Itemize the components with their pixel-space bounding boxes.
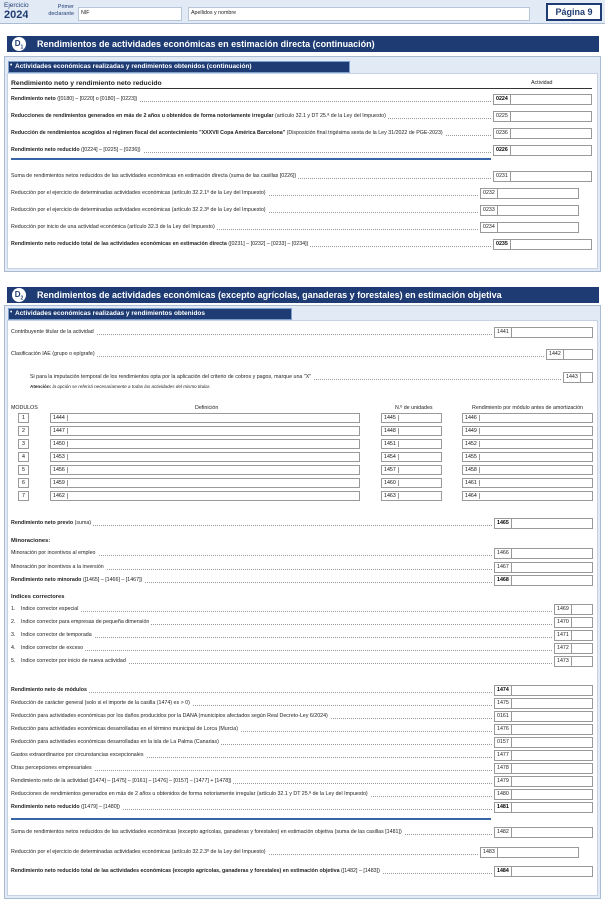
- modulo-unidades-input[interactable]: 1457: [381, 465, 442, 475]
- final-row-1482-code: 1482: [495, 828, 512, 837]
- modulos-row-1476-input[interactable]: [494, 724, 593, 735]
- indice-1472-code: 1472: [555, 644, 572, 653]
- contribuyente-input[interactable]: [494, 327, 593, 338]
- modulo-rendimiento-input[interactable]: 1446: [462, 413, 593, 423]
- indice-number: 2.: [11, 619, 16, 625]
- d1-row-0226-input[interactable]: [493, 145, 592, 156]
- indice-number: 4.: [11, 645, 16, 651]
- d2-banner: [7, 287, 599, 303]
- modulos-row-1480-label: Reducciones de rendimientos generados en más de 2 años u obtenidos de forma notoriamente irregular (artículo 32.1 y DT 25.ª de la Ley del Impuesto): [11, 791, 368, 797]
- minoracion-1468-code: 1468: [495, 576, 512, 585]
- modulos-row-1475-code: 1475: [495, 699, 512, 708]
- modulo-row-num: 7: [18, 491, 29, 501]
- imputacion-code: 1443: [564, 373, 581, 382]
- d1-row2-0232-input[interactable]: [480, 188, 579, 199]
- iae-label: Clasificación IAE (grupo o epígrafe): [11, 351, 95, 357]
- indice-1471-code: 1471: [555, 631, 572, 640]
- final-row-1483-label: Reducción por el ejercicio de determinadas actividades económicas (artículo 32.2.3º de la Ley del Impuesto): [11, 849, 266, 855]
- definicion-header: Definición: [195, 405, 219, 411]
- nif-label: NIF: [81, 10, 90, 16]
- final-row-1484-label: Rendimiento neto reducido total de las actividades económicas (excepto agrícolas, ganaderas y forestales) en estimación objetiva ([1482] – [1483]): [11, 868, 380, 874]
- d1-banner: [7, 36, 599, 52]
- d1-row2-0233-label: Reducción por el ejercicio de determinadas actividades económicas (artículo 32.2.3º de la Ley del Impuesto): [11, 207, 266, 213]
- iae-input[interactable]: [546, 349, 593, 360]
- d1-row-0225-code: 0225: [494, 112, 511, 121]
- modulo-rendimiento-input[interactable]: 1458: [462, 465, 593, 475]
- modulos-row-1478-label: Otras percepciones empresariales: [11, 765, 92, 771]
- modulo-definicion-input[interactable]: 1456: [50, 465, 360, 475]
- modulo-definicion-input[interactable]: 1459: [50, 478, 360, 488]
- d1-row-0224-input[interactable]: [493, 94, 592, 105]
- modulos-row-1478-code: 1478: [495, 764, 512, 773]
- nif-field[interactable]: [78, 7, 182, 21]
- minoracion-1466-input[interactable]: [494, 548, 593, 559]
- modulo-unidades-input[interactable]: 1460: [381, 478, 442, 488]
- modulo-definicion-input[interactable]: 1447: [50, 426, 360, 436]
- modulo-unidades-input[interactable]: 1448: [381, 426, 442, 436]
- minoracion-1467-input[interactable]: [494, 562, 593, 573]
- page-number-badge: Página 9: [546, 3, 602, 21]
- indice-1472-input[interactable]: [554, 643, 593, 654]
- indice-1473-code: 1473: [555, 657, 572, 666]
- previo-code: 1465: [495, 519, 512, 528]
- modulos-row-1474-label: Rendimiento neto de módulos: [11, 687, 87, 693]
- modulo-row-num: 4: [18, 452, 29, 462]
- d1-row-0236-label: Reducción de rendimientos acogidos al régimen fiscal del acontecimiento "XXXVII Copa América Barcelona" (Disposición final trigésima sexta de la Ley 31/2022 de PGE-2023): [11, 130, 443, 136]
- indice-number: 1.: [11, 606, 16, 612]
- indice-1471-label: Índice corrector de temporada: [21, 632, 92, 638]
- final-row-1484-code: 1484: [495, 867, 512, 876]
- d1-row2-0234-code: 0234: [481, 223, 498, 232]
- d1-row2-0232-label: Reducción por el ejercicio de determinadas actividades económicas (artículo 32.2.1º de la Ley del Impuesto): [11, 190, 266, 196]
- final-row-1482-label: Suma de rendimientos netos reducidos de las actividades económicas (excepto agrícolas, ganaderas y forestales) en estimación objetiva (suma de las casillas [1481]): [11, 829, 402, 835]
- final-row-1482-input[interactable]: [494, 827, 593, 838]
- previo-label: Rendimiento neto previo (suma): [11, 520, 92, 526]
- modulos-row-0161-label: Reducción para actividades económicas por los daños producidos por la DANA (municipios afectados según Real Decreto-Ley 6/2024): [11, 713, 328, 719]
- modulos-row-1474-code: 1474: [495, 686, 512, 695]
- modulos-row-0157-label: Reducción para actividades económicas desarrolladas en la isla de La Palma (Canarias): [11, 739, 219, 745]
- modulos-row-1479-code: 1479: [495, 777, 512, 786]
- ejercicio-label: Ejercicio: [4, 2, 29, 9]
- d2-separator: [11, 818, 491, 820]
- unidades-header: N.º de unidades: [395, 405, 433, 411]
- d1-row-0226-label: Rendimiento neto reducido ([0224] – [0225] – [0236]): [11, 147, 141, 153]
- d1-row-0225-label: Reducciones de rendimientos generados en más de 2 años u obtenidos de forma notoriamente irregular (artículo 32.1 y DT 25.ª de la Ley del Impuesto): [11, 113, 386, 119]
- modulos-row-0161-input[interactable]: [494, 711, 593, 722]
- modulo-rendimiento-input[interactable]: 1461: [462, 478, 593, 488]
- indice-1469-input[interactable]: [554, 604, 593, 615]
- modulos-row-0157-code: 0157: [495, 738, 512, 747]
- d1-subtitle-bar: [8, 61, 350, 73]
- modulos-row-1480-code: 1480: [495, 790, 512, 799]
- modulo-row-num: 2: [18, 426, 29, 436]
- d1-separator: [11, 158, 491, 160]
- modulos-row-1477-code: 1477: [495, 751, 512, 760]
- final-row-1483-code: 1483: [481, 848, 498, 857]
- minoracion-1467-label: Minoración por incentivos a la inversión: [11, 564, 104, 570]
- d2-subtitle-bar: [8, 308, 292, 320]
- contribuyente-label: Contribuyente titular de la actividad: [11, 329, 94, 335]
- d1-row-0224-code: 0224: [494, 95, 511, 104]
- d1-badge: $D_1$: [12, 37, 26, 51]
- d1-row2-0232-code: 0232: [481, 189, 498, 198]
- modulo-unidades-input[interactable]: 1451: [381, 439, 442, 449]
- iae-code: 1442: [547, 350, 564, 359]
- final-row-1484-input[interactable]: [494, 866, 593, 877]
- indice-1472-label: Índice corrector de exceso: [21, 645, 84, 651]
- modulo-definicion-input[interactable]: 1444: [50, 413, 360, 423]
- modulo-rendimiento-input[interactable]: 1449: [462, 426, 593, 436]
- d1-row2-0231-input[interactable]: [493, 171, 592, 182]
- modulos-row-1474-input[interactable]: [494, 685, 593, 696]
- modulo-definicion-input[interactable]: 1450: [50, 439, 360, 449]
- indice-1469-leader: [21, 611, 552, 612]
- d2-subtitle: Actividades económicas realizadas y rendimientos obtenidos: [15, 310, 206, 317]
- modulos-row-1477-input[interactable]: [494, 750, 593, 761]
- d2-badge: $D_2$: [12, 288, 26, 302]
- modulos-row-1476-code: 1476: [495, 725, 512, 734]
- d1-row2-0234-input[interactable]: [480, 222, 579, 233]
- imputacion-input[interactable]: [563, 372, 593, 383]
- modulos-row-1481-label: Rendimiento neto reducido ([1479] – [1480]): [11, 804, 120, 810]
- d1-section-heading: Rendimiento neto y rendimiento neto reducido: [11, 80, 162, 87]
- d1-row-0226-code: 0226: [494, 146, 511, 155]
- indice-1473-label: Índice corrector por inicio de nueva actividad: [21, 658, 126, 664]
- final-row-1483-input[interactable]: [480, 847, 579, 858]
- modulos-row-0161-code: 0161: [495, 712, 512, 721]
- modulo-unidades-input[interactable]: 1454: [381, 452, 442, 462]
- modulos-row-1478-input[interactable]: [494, 763, 593, 774]
- year-label: 2024: [4, 9, 29, 21]
- modulo-rendimiento-input[interactable]: 1455: [462, 452, 593, 462]
- modulos-row-1476-label: Reducción para actividades económicas desarrolladas en el término municipal de Lorca (Murcia): [11, 726, 238, 732]
- d1-row2-0234-label: Reducción por inicio de una actividad económica (artículo 32.3 de la Ley del Impuesto): [11, 224, 215, 230]
- minoracion-1466-label: Minoración por incentivos al empleo: [11, 550, 96, 556]
- modulos-row-1481-code: 1481: [495, 803, 512, 812]
- modulos-row-1480-input[interactable]: [494, 789, 593, 800]
- modulo-rendimiento-input[interactable]: 1464: [462, 491, 593, 501]
- indice-1473-input[interactable]: [554, 656, 593, 667]
- modulo-rendimiento-input[interactable]: 1452: [462, 439, 593, 449]
- d1-heading-rule: [11, 88, 592, 89]
- modulos-row-1477-label: Gastos extraordinarios por circunstancias excepcionales: [11, 752, 144, 758]
- d1-row2-0233-code: 0233: [481, 206, 498, 215]
- minoracion-1466-code: 1466: [495, 549, 512, 558]
- indice-number: 3.: [11, 632, 16, 638]
- imputacion-label: Si para la imputación temporal de los rendimientos opta por la aplicación del criterio de cobros y pagos, marque una "X": [30, 374, 312, 380]
- modulos-row-1479-label: Rendimiento neto de la actividad ([1474] – [1475] – [0161] – [1476] – [0157] – [1477] + [1478]): [11, 778, 232, 784]
- minoracion-1468-label: Rendimiento neto minorado ([1465] – [1466] – [1467]): [11, 577, 143, 583]
- modulos-row-1479-input[interactable]: [494, 776, 593, 787]
- modulo-row-num: 5: [18, 465, 29, 475]
- indice-1469-label: Índice corrector especial: [21, 606, 79, 612]
- d1-subtitle-bullet: •: [10, 62, 13, 69]
- modulo-row-num: 1: [18, 413, 29, 423]
- indice-1470-code: 1470: [555, 618, 572, 627]
- indice-1470-input[interactable]: [554, 617, 593, 628]
- d1-row-0224-label: Rendimiento neto ([0180] – [0220] o [0180] – [0223]): [11, 96, 138, 102]
- modulo-definicion-input[interactable]: 1462: [50, 491, 360, 501]
- modulos-header: MÓDULOS: [11, 405, 38, 411]
- apellidos-label: Apellidos y nombre: [191, 10, 237, 16]
- d1-subtitle: Actividades económicas realizadas y rendimientos obtenidos (continuación): [15, 63, 252, 70]
- d2-subtitle-bullet: •: [10, 309, 13, 316]
- d1-row2-0231-code: 0231: [494, 172, 511, 181]
- d1-row2-0235-input[interactable]: [493, 239, 592, 250]
- apellidos-field[interactable]: [188, 7, 530, 21]
- d1-row2-0233-input[interactable]: [480, 205, 579, 216]
- modulos-row-1475-input[interactable]: [494, 698, 593, 709]
- d1-row2-0235-label: Rendimiento neto reducido total de las actividades económicas en estimación directa ([0231] – [0232] – [0233] – [0234]): [11, 241, 309, 247]
- modulos-row-1475-label: Reducción de carácter general (solo si el importe de la casilla (1474) es > 0): [11, 700, 190, 706]
- indices-heading: Índices correctores: [11, 594, 65, 600]
- modulo-unidades-input[interactable]: 1463: [381, 491, 442, 501]
- indice-1472-leader: [21, 650, 552, 651]
- modulos-row-1481-input[interactable]: [494, 802, 593, 813]
- d2-title: Rendimientos de actividades económicas (excepto agrícolas, ganaderas y forestales) en estimación objetiva: [37, 290, 502, 300]
- minoracion-1468-input[interactable]: [494, 575, 593, 586]
- modulo-definicion-input[interactable]: 1453: [50, 452, 360, 462]
- minoracion-1467-code: 1467: [495, 563, 512, 572]
- indice-number: 5.: [11, 658, 16, 664]
- d1-row-0236-input[interactable]: [493, 128, 592, 139]
- indice-1471-input[interactable]: [554, 630, 593, 641]
- d1-row-0236-code: 0236: [494, 129, 511, 138]
- indice-1470-label: Índice corrector para empresas de pequeña dimensión: [21, 619, 150, 625]
- contribuyente-code: 1441: [495, 328, 512, 337]
- d1-title: Rendimientos de actividades económicas en estimación directa (continuación): [37, 39, 375, 49]
- modulo-row-num: 3: [18, 439, 29, 449]
- indice-1469-code: 1469: [555, 605, 572, 614]
- indice-1471-leader: [21, 637, 552, 638]
- rendimiento-modulo-header: Rendimiento por módulo antes de amortización: [472, 405, 584, 411]
- atencion-note: Atención: la opción se referirá necesariamente a todas las actividades del mismo titular.: [30, 384, 211, 389]
- modulos-row-0157-input[interactable]: [494, 737, 593, 748]
- minoraciones-heading: Minoraciones:: [11, 538, 51, 544]
- d1-row2-0235-code: 0235: [494, 240, 511, 249]
- modulo-unidades-input[interactable]: 1445: [381, 413, 442, 423]
- previo-input[interactable]: [494, 518, 593, 529]
- primer-declarante-label: Primer declarante: [48, 4, 74, 17]
- d1-row2-0231-label: Suma de rendimientos netos reducidos de las actividades económicas en estimación directa (suma de las casillas [0226]): [11, 173, 297, 179]
- modulo-row-num: 6: [18, 478, 29, 488]
- d1-row-0225-input[interactable]: [493, 111, 592, 122]
- d1-col-header: Actividad: [531, 80, 553, 86]
